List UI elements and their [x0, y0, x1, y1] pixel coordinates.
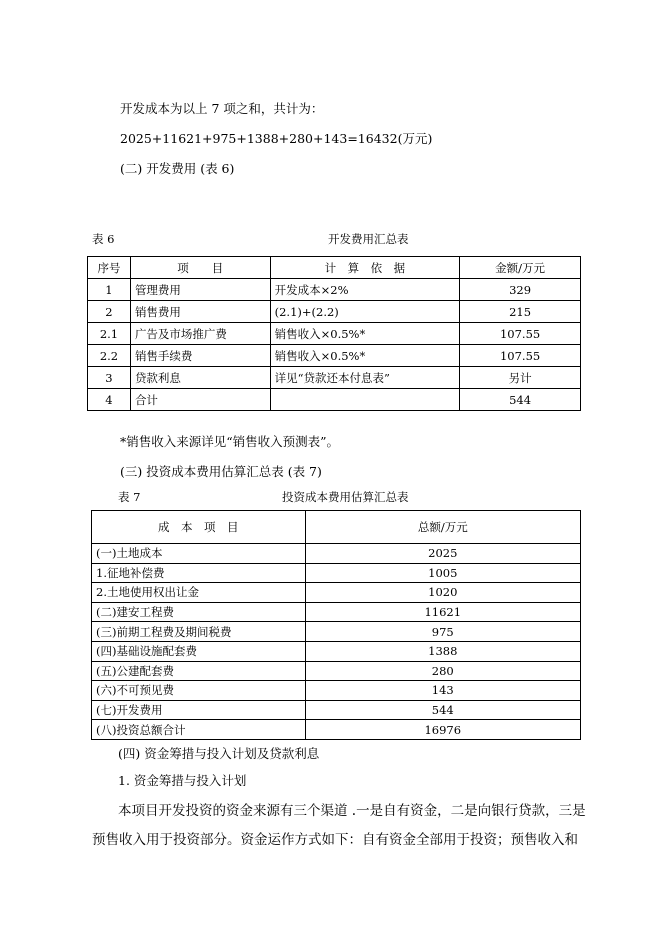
table7-cell-amount: 1005: [305, 563, 580, 583]
table6-cell-amount: 329: [460, 279, 581, 301]
table6-cell-amount: 另计: [460, 367, 581, 389]
table7-cell-amount: 16976: [305, 720, 580, 740]
table7-investment-cost-summary: [91, 510, 581, 740]
table7-header-row: [92, 511, 581, 544]
table7-cell-amount: 280: [305, 661, 580, 681]
table6-label: 表 6: [92, 232, 115, 246]
sales-revenue-note: *销售收入来源详见“销售收入预测表”。: [120, 434, 340, 449]
table7-label: 表 7: [118, 490, 141, 504]
table7-cell-item: (三)前期工程费及期间税费: [92, 622, 306, 642]
table7-cell-item: (二)建安工程费: [92, 602, 306, 622]
table-row: [88, 367, 581, 389]
table6-cell-no: 1: [88, 279, 131, 301]
table6-header-amount: 金额/万元: [460, 257, 581, 279]
table6-cell-no: 2.1: [88, 323, 131, 345]
table6-cell-basis: (2.1)+(2.2): [270, 301, 460, 323]
table-row: [92, 563, 581, 583]
table6-cell-item: 贷款利息: [130, 367, 270, 389]
table-row: [92, 681, 581, 701]
table-row: [92, 583, 581, 603]
table-row: [92, 544, 581, 564]
table7-cell-item: (五)公建配套费: [92, 661, 306, 681]
table7-title: 投资成本费用估算汇总表: [282, 490, 409, 504]
heading-investment-cost: (三) 投资成本费用估算汇总表 (表 7): [120, 464, 322, 479]
table-row: [92, 622, 581, 642]
table6-cell-basis: 开发成本×2%: [270, 279, 460, 301]
table7-cell-item: 1.征地补偿费: [92, 563, 306, 583]
table7-cell-amount: 975: [305, 622, 580, 642]
paragraph-line-2: 预售收入用于投资部分。资金运作方式如下：自有资金全部用于投资；预售收入和: [92, 832, 578, 848]
table-row: [92, 641, 581, 661]
table6-cell-item: 销售费用: [130, 301, 270, 323]
table6-cell-no: 2: [88, 301, 131, 323]
heading-financing: (四) 资金筹措与投入计划及贷款利息: [118, 746, 320, 761]
intro-sum-text: 开发成本为以上 7 项之和，共计为：: [120, 101, 324, 116]
table6-cell-amount: 215: [460, 301, 581, 323]
table6-header-no: 序号: [88, 257, 131, 279]
table7-header-item: 成 本 项 目: [92, 511, 306, 544]
table6-cell-no: 3: [88, 367, 131, 389]
table-row: [92, 602, 581, 622]
table6-cell-item: 管理费用: [130, 279, 270, 301]
table7-cell-item: 2.土地使用权出让金: [92, 583, 306, 603]
table6-cell-no: 2.2: [88, 345, 131, 367]
table7-cell-item: (一)土地成本: [92, 544, 306, 564]
table6-header-row: [88, 257, 581, 279]
table7-cell-amount: 11621: [305, 602, 580, 622]
table-row: [88, 301, 581, 323]
paragraph-line-1: 本项目开发投资的资金来源有三个渠道 .一是自有资金，二是向银行贷款，三是: [118, 803, 586, 819]
table6-cell-amount: 107.55: [460, 345, 581, 367]
table7-cell-amount: 143: [305, 681, 580, 701]
table-row: [88, 345, 581, 367]
table6-cell-no: 4: [88, 389, 131, 411]
table-row: [92, 720, 581, 740]
table-row: [88, 323, 581, 345]
table6-header-item: 项 目: [130, 257, 270, 279]
table7-cell-amount: 1388: [305, 641, 580, 661]
table7-cell-item: (七)开发费用: [92, 700, 306, 720]
table-row: [88, 389, 581, 411]
table6-development-expenses: [87, 256, 581, 411]
table-row: [88, 279, 581, 301]
table7-cell-amount: 544: [305, 700, 580, 720]
table7-cell-item: (八)投资总额合计: [92, 720, 306, 740]
table6-cell-basis: 销售收入×0.5%*: [270, 323, 460, 345]
table7-cell-item: (六)不可预见费: [92, 681, 306, 701]
table6-cell-basis: 详见“贷款还本付息表”: [270, 367, 460, 389]
table7-cell-amount: 2025: [305, 544, 580, 564]
table-row: [92, 661, 581, 681]
table6-title: 开发费用汇总表: [328, 232, 409, 246]
table7-cell-item: (四)基础设施配套费: [92, 641, 306, 661]
table6-cell-amount: 107.55: [460, 323, 581, 345]
table6-cell-basis: 销售收入×0.5%*: [270, 345, 460, 367]
table6-header-basis: 计 算 依 据: [270, 257, 460, 279]
intro-formula: 2025+11621+975+1388+280+143=16432(万元): [120, 131, 433, 146]
table6-cell-item: 销售手续费: [130, 345, 270, 367]
table6-cell-amount: 544: [460, 389, 581, 411]
heading-development-expenses: (二) 开发费用 (表 6): [120, 161, 235, 176]
heading-financing-plan: 1. 资金筹措与投入计划: [118, 773, 247, 788]
table-row: [92, 700, 581, 720]
table6-cell-item: 合计: [130, 389, 270, 411]
table7-header-amount: 总额/万元: [305, 511, 580, 544]
table7-cell-amount: 1020: [305, 583, 580, 603]
table6-cell-basis: [270, 389, 460, 411]
table6-cell-item: 广告及市场推广费: [130, 323, 270, 345]
